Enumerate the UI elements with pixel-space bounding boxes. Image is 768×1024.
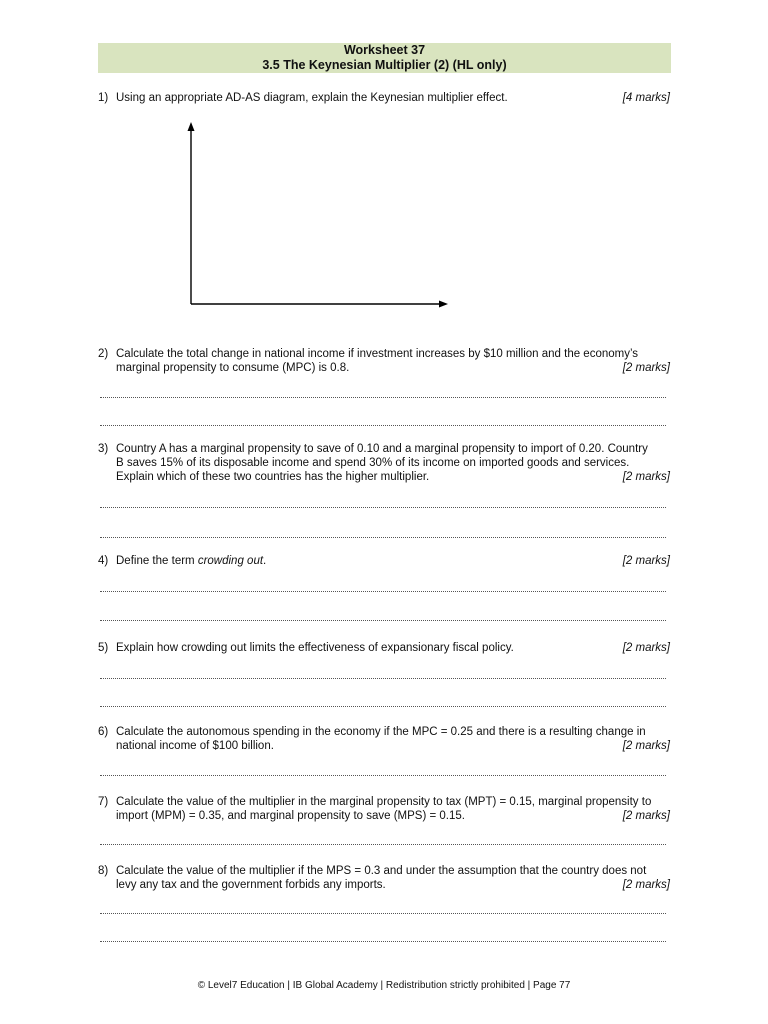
question-text: Calculate the value of the multiplier in the marginal propensity to tax (MPT) = 0.15, marginal propensity to bbox=[116, 796, 652, 808]
question-text: Using an appropriate AD-AS diagram, explain the Keynesian multiplier effect. bbox=[116, 92, 508, 104]
question-number: 8) bbox=[98, 865, 109, 877]
y-axis-arrowhead bbox=[188, 122, 195, 131]
question-text: B saves 15% of its disposable income and spend 30% of its income on imported goods and services. bbox=[116, 457, 630, 469]
question-text: levy any tax and the government forbids any imports. bbox=[116, 879, 386, 891]
question-number: 7) bbox=[98, 796, 109, 808]
question-text: marginal propensity to consume (MPC) is 0.8. bbox=[116, 362, 350, 374]
defined-term: crowding out bbox=[197, 555, 264, 567]
question-text: national income of $100 billion. bbox=[116, 740, 274, 752]
answer-line[interactable] bbox=[100, 911, 666, 914]
marks-label: [2 marks] bbox=[622, 810, 670, 822]
question-text: Explain how crowding out limits the effectiveness of expansionary fiscal policy. bbox=[116, 642, 514, 654]
answer-line[interactable] bbox=[100, 618, 666, 621]
answer-line[interactable] bbox=[100, 423, 666, 426]
question-number: 2) bbox=[98, 348, 109, 360]
question-text: Country A has a marginal propensity to save of 0.10 and a marginal propensity to import of 0.20. Country bbox=[116, 443, 648, 455]
x-axis-arrowhead bbox=[439, 301, 448, 308]
question-number: 4) bbox=[98, 555, 109, 567]
question-text: Explain which of these two countries has the higher multiplier. bbox=[116, 471, 430, 483]
page-footer: © Level7 Education | IB Global Academy | Redistribution strictly prohibited | Page 77 bbox=[197, 980, 571, 991]
marks-label: [2 marks] bbox=[622, 555, 670, 567]
answer-line[interactable] bbox=[100, 842, 666, 845]
answer-line[interactable] bbox=[100, 535, 666, 538]
worksheet-header bbox=[98, 43, 671, 73]
worksheet-number: Worksheet 37 bbox=[343, 43, 426, 57]
worksheet-title: 3.5 The Keynesian Multiplier (2) (HL only) bbox=[262, 58, 507, 72]
marks-label: [4 marks] bbox=[622, 92, 670, 104]
question-number: 6) bbox=[98, 726, 109, 738]
marks-label: [2 marks] bbox=[622, 740, 670, 752]
answer-line[interactable] bbox=[100, 676, 666, 679]
marks-label: [2 marks] bbox=[622, 879, 670, 891]
answer-line[interactable] bbox=[100, 395, 666, 398]
question-number: 1) bbox=[98, 92, 109, 104]
answer-line[interactable] bbox=[100, 704, 666, 707]
answer-line[interactable] bbox=[100, 773, 666, 776]
question-number: 5) bbox=[98, 642, 109, 654]
marks-label: [2 marks] bbox=[622, 471, 670, 483]
question-number: 3) bbox=[98, 443, 109, 455]
marks-label: [2 marks] bbox=[622, 642, 670, 654]
question-text: Define the term crowding out. bbox=[116, 555, 267, 567]
answer-line[interactable] bbox=[100, 939, 666, 942]
question-text: import (MPM) = 0.35, and marginal propensity to save (MPS) = 0.15. bbox=[116, 810, 465, 822]
question-text: Calculate the value of the multiplier if the MPS = 0.3 and under the assumption that the country does not bbox=[116, 865, 647, 877]
answer-line[interactable] bbox=[100, 505, 666, 508]
blank-ad-as-diagram[interactable] bbox=[180, 118, 460, 314]
answer-line[interactable] bbox=[100, 589, 666, 592]
marks-label: [2 marks] bbox=[622, 362, 670, 374]
question-text: Calculate the total change in national income if investment increases by $10 million and the economy’s bbox=[116, 348, 639, 360]
question-text: Calculate the autonomous spending in the economy if the MPC = 0.25 and there is a resulting change in bbox=[116, 726, 646, 738]
